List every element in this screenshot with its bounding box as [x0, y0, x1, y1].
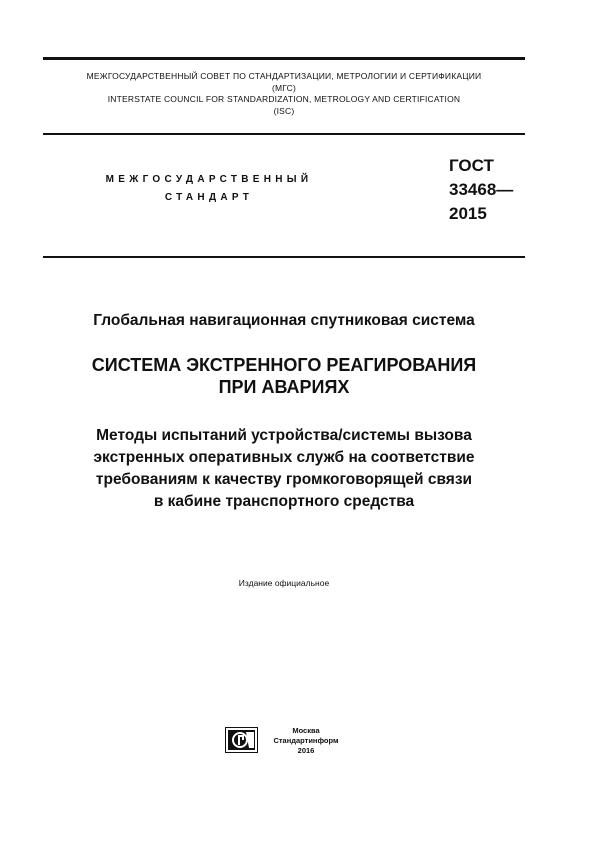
general-title-text: Глобальная навигационная спутниковая система — [93, 312, 475, 329]
subtitle-line: в кабине транспортного средства — [153, 493, 415, 510]
publisher-imprint — [270, 726, 342, 756]
standartinform-logo-icon — [225, 727, 258, 753]
standard-kind-line1: МЕЖГОСУДАРСТВЕННЫЙ — [105, 174, 313, 185]
subtitle — [43, 425, 525, 513]
publisher-city: Москва — [292, 726, 320, 735]
standard-kind-line2: СТАНДАРТ — [164, 192, 254, 203]
council-abbr-en: (ISC) — [273, 105, 295, 116]
main-title-line: ПРИ АВАРИЯХ — [218, 377, 350, 397]
council-name-ru: МЕЖГОСУДАРСТВЕННЫЙ СОВЕТ ПО СТАНДАРТИЗАЦИИ, МЕТРОЛОГИИ И СЕРТИФИКАЦИИ — [86, 71, 482, 81]
designation-number: 33468— — [449, 180, 514, 199]
standard-kind — [73, 171, 345, 207]
council-header — [43, 71, 525, 117]
designation-prefix: ГОСТ — [449, 156, 494, 175]
standard-designation — [449, 154, 513, 226]
middle-rule — [43, 133, 525, 135]
subtitle-line: экстренных оперативных служб на соответствие — [93, 449, 475, 466]
subtitle-line: Методы испытаний устройства/системы вызова — [96, 427, 472, 444]
council-abbr-ru: (МГС) — [271, 82, 297, 93]
publisher-name: Стандартинформ — [273, 736, 339, 745]
edition-note: Издание официальное — [238, 578, 330, 588]
bottom-rule — [43, 256, 525, 258]
main-title-line: СИСТЕМА ЭКСТРЕННОГО РЕАГИРОВАНИЯ — [91, 355, 477, 375]
subtitle-line: требованиям к качеству громкоговорящей связи — [95, 471, 473, 488]
main-title — [43, 354, 525, 398]
council-name-en: INTERSTATE COUNCIL FOR STANDARDIZATION, METROLOGY AND CERTIFICATION — [107, 94, 461, 104]
top-rule — [43, 57, 525, 60]
designation-year: 2015 — [449, 204, 487, 223]
general-title — [43, 311, 525, 331]
publisher-year: 2016 — [297, 746, 315, 755]
